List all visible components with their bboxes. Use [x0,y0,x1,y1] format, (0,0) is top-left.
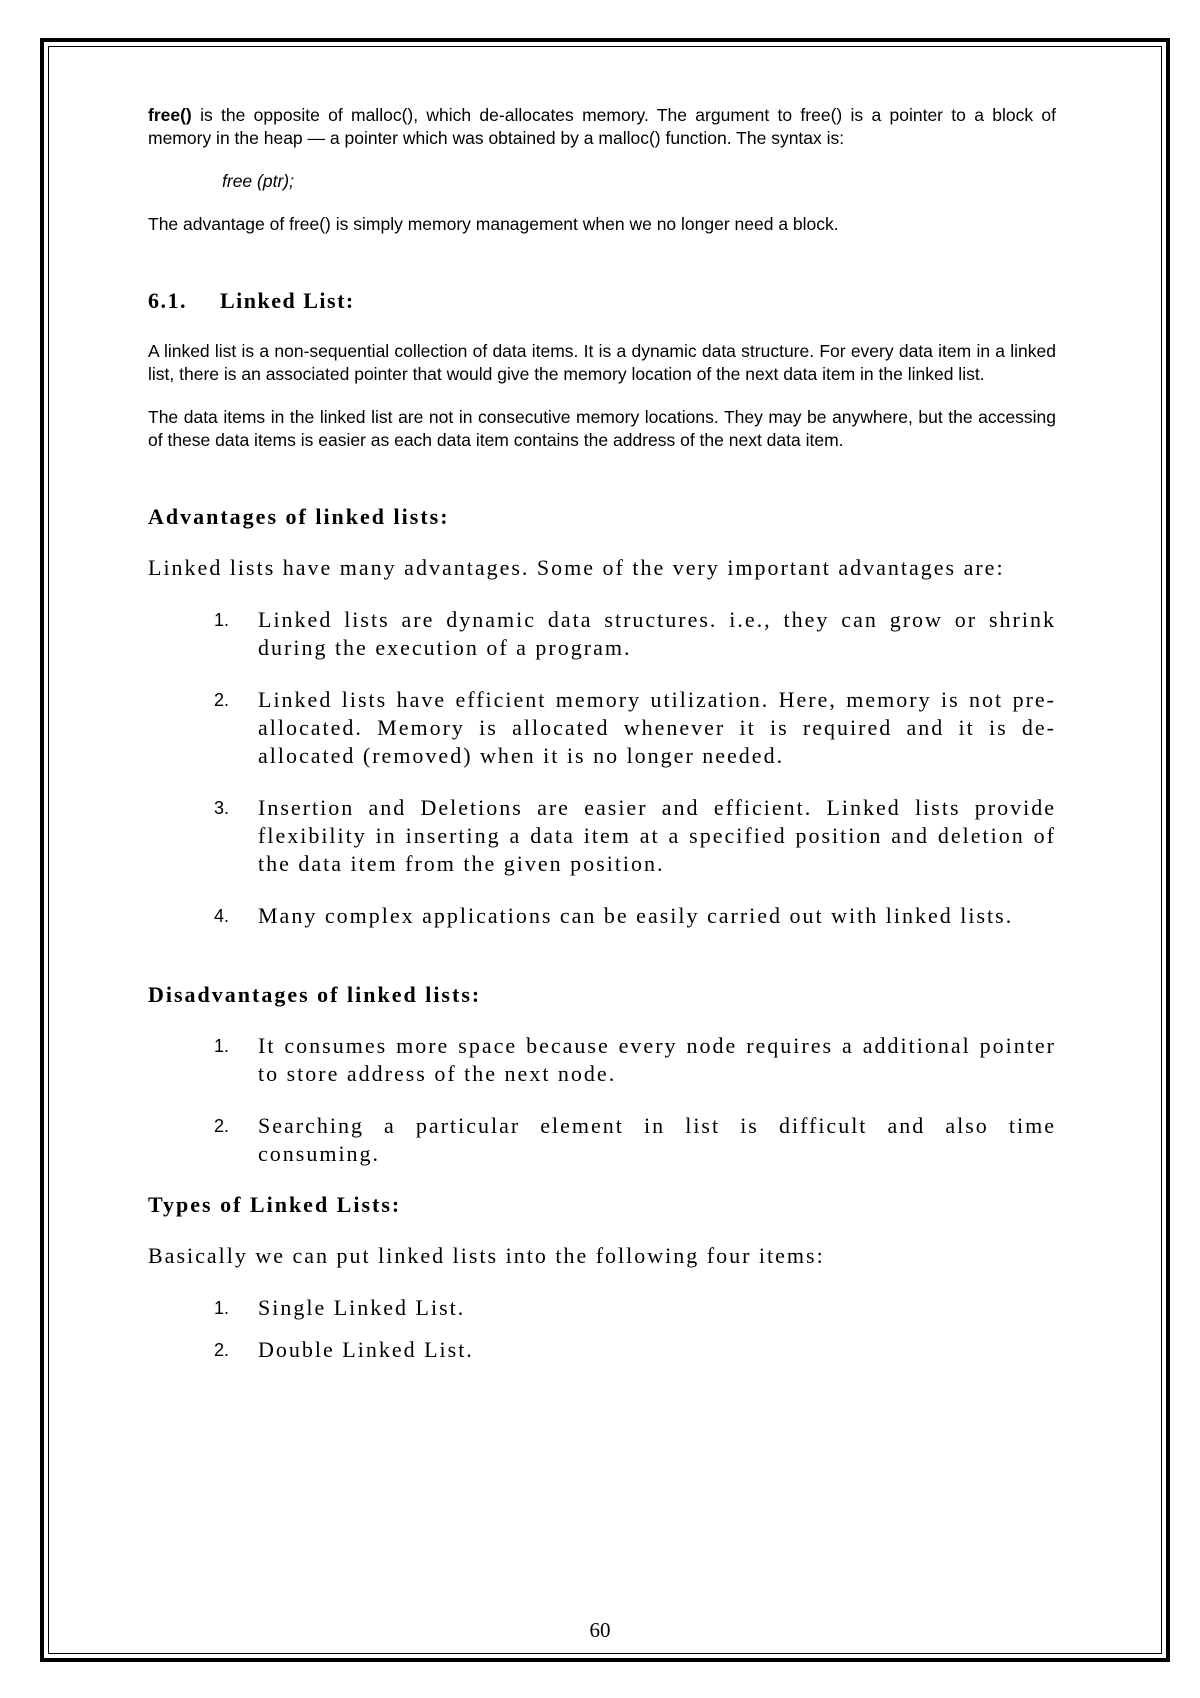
list-item-number: 2. [214,1340,230,1360]
page-content [148,104,1056,1364]
free-description [148,104,1056,150]
list-item-text: Linked lists are dynamic data structures. i.e., they can grow or shrink during the execution of a program. [258,607,1056,660]
free-syntax: free (ptr); [222,171,294,191]
free-keyword: free() [148,105,192,125]
linked-list-definition: A linked list is a non-sequential collection of data items. It is a dynamic data structure. For every data item in a linked list, there is an associated pointer that would give the memory location of the next data item in the linked list. [148,341,1056,384]
section-title: Linked List: [220,288,355,313]
advantages-list [148,606,1056,930]
list-item-number: 1. [214,1298,230,1318]
free-advantage: The advantage of free() is simply memory management when we no longer need a block. [148,214,839,234]
free-description-text: is the opposite of malloc(), which de-allocates memory. The argument to free() is a pointer to a block of memory in the heap — a pointer which was obtained by a malloc() function. The syntax is: [148,105,1056,148]
disadvantages-heading: Disadvantages of linked lists: [148,982,482,1007]
list-item-text: Linked lists have efficient memory utilization. Here, memory is not pre-allocated. Memory is allocated whenever it is required and it is de-allocated (removed) when it is no longer needed. [258,687,1056,768]
list-item-text: Double Linked List. [258,1337,474,1362]
section-heading [148,288,1056,314]
advantages-heading: Advantages of linked lists: [148,504,450,529]
list-item-text: Insertion and Deletions are easier and efficient. Linked lists provide flexibility in inserting a data item at a specified position and deletion of the data item from the given position. [258,795,1056,876]
list-item [148,1112,1056,1168]
list-item-text: Single Linked List. [258,1295,466,1320]
list-item [148,686,1056,770]
linked-list-memory-paragraph: The data items in the linked list are not in consecutive memory locations. They may be anywhere, but the accessing of these data items is easier as each data item contains the address of the next data item. [148,407,1056,450]
list-item [148,1336,1056,1364]
list-item-number: 1. [214,1036,230,1056]
section-number: 6.1. [148,288,187,313]
list-item-text: Many complex applications can be easily carried out with linked lists. [258,903,1014,928]
list-item [148,606,1056,662]
list-item [148,794,1056,878]
list-item [148,902,1056,930]
list-item-text: Searching a particular element in list is difficult and also time consuming. [258,1113,1056,1166]
types-intro: Basically we can put linked lists into the following four items: [148,1243,825,1268]
list-item-number: 3. [214,798,230,818]
advantages-intro: Linked lists have many advantages. Some of the very important advantages are: [148,555,1005,580]
list-item [148,1294,1056,1322]
list-item [148,1032,1056,1088]
list-item-number: 4. [214,906,230,926]
list-item-number: 2. [214,690,230,710]
list-item-number: 2. [214,1116,230,1136]
types-heading: Types of Linked Lists: [148,1192,402,1217]
list-item-number: 1. [214,610,230,630]
disadvantages-list [148,1032,1056,1168]
list-item-text: It consumes more space because every node requires a additional pointer to store address of the next node. [258,1033,1056,1086]
types-list [148,1294,1056,1364]
page-number: 60 [589,1618,611,1642]
